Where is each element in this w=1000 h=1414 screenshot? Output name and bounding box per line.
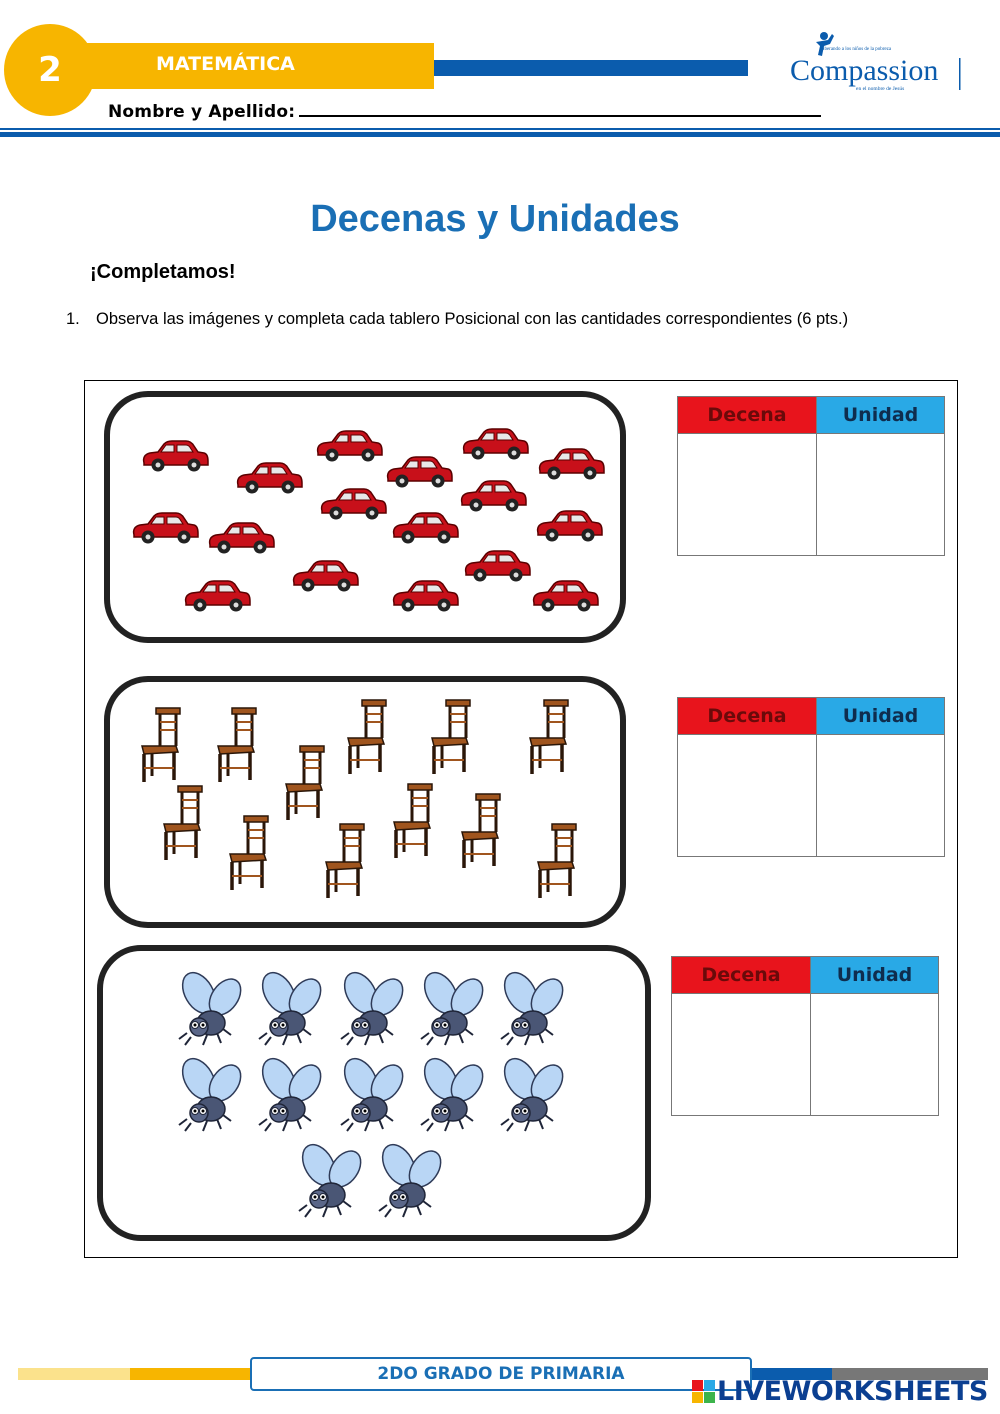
subject-label: MATEMÁTICA [156, 53, 295, 75]
watermark-text: LIVEWORKSHEETS [717, 1376, 988, 1407]
chair-icon [394, 784, 432, 858]
fly-icon [338, 967, 409, 1045]
place-value-table-2 [677, 697, 945, 857]
car-icon [322, 489, 386, 520]
chair-icon [218, 708, 256, 782]
car-icon [462, 481, 526, 512]
car-icon [394, 581, 458, 612]
fly-icon [176, 967, 247, 1045]
decena-header: Decena [678, 698, 817, 734]
car-icon [534, 581, 598, 612]
fly-icon [176, 1053, 247, 1131]
fly-icon [256, 1053, 327, 1131]
unidad-header: Unidad [817, 698, 944, 734]
fly-icon [376, 1139, 447, 1217]
footer-strip-yellow [130, 1368, 250, 1380]
car-icon [466, 551, 530, 582]
chair-icon [538, 824, 576, 898]
instruction-number: 1. [66, 310, 80, 328]
chair-icon [142, 708, 180, 782]
fly-icon [418, 1053, 489, 1131]
flies-group [103, 951, 645, 1235]
worksheet-subtitle: ¡Completamos! [90, 261, 236, 283]
picture-box-chairs [104, 676, 626, 928]
fly-icon [338, 1053, 409, 1131]
cars-group [110, 397, 620, 637]
car-icon [144, 441, 208, 472]
logo-tagline-1: Liberando a los niños de la pobreza [820, 47, 892, 52]
grade-number: 2 [38, 50, 62, 90]
fly-icon [498, 1053, 569, 1131]
car-icon [238, 463, 302, 494]
decena-answer-cell[interactable] [678, 433, 817, 555]
picture-box-cars [104, 391, 626, 643]
chairs-group [110, 682, 620, 922]
footer-grade-label: 2DO GRADO DE PRIMARIA [250, 1357, 752, 1391]
chair-icon [286, 746, 324, 820]
decena-header: Decena [678, 397, 817, 433]
worksheet-title: Decenas y Unidades [310, 198, 680, 240]
chair-icon [462, 794, 500, 868]
decena-header: Decena [672, 957, 811, 993]
header-blue-strip [434, 60, 748, 76]
fly-icon [256, 967, 327, 1045]
chair-icon [530, 700, 568, 774]
chair-icon [326, 824, 364, 898]
car-icon [394, 513, 458, 544]
chair-icon [230, 816, 268, 890]
car-icon [540, 449, 604, 480]
unidad-answer-cell[interactable] [817, 734, 944, 856]
car-icon [134, 513, 198, 544]
car-icon [538, 511, 602, 542]
chair-icon [432, 700, 470, 774]
car-icon [318, 431, 382, 462]
unidad-header: Unidad [817, 397, 944, 433]
fly-icon [498, 967, 569, 1045]
unidad-header: Unidad [811, 957, 938, 993]
compassion-logo [776, 28, 966, 98]
instruction-text: Observa las imágenes y completa cada tablero Posicional con las cantidades correspondientes (6 pts.) [96, 310, 849, 328]
name-field-row [108, 102, 821, 122]
picture-box-flies [97, 945, 651, 1241]
chair-icon [348, 700, 386, 774]
instruction [66, 310, 848, 329]
car-icon [464, 429, 528, 460]
subject-banner [60, 43, 434, 89]
liveworksheets-watermark[interactable] [692, 1376, 988, 1407]
place-value-table-1 [677, 396, 945, 556]
unidad-answer-cell[interactable] [817, 433, 944, 555]
fly-icon [418, 967, 489, 1045]
car-icon [294, 561, 358, 592]
logo-wordmark: Compassion [790, 54, 939, 87]
header-rule [0, 132, 1000, 137]
car-icon [186, 581, 250, 612]
liveworksheets-logo-icon [692, 1380, 715, 1403]
unidad-answer-cell[interactable] [811, 993, 938, 1115]
logo-figure-icon [816, 32, 834, 56]
decena-answer-cell[interactable] [678, 734, 817, 856]
logo-tagline-2: en el nombre de Jesús [856, 86, 905, 92]
footer-strip-light [18, 1368, 130, 1380]
car-icon [388, 457, 452, 488]
grade-badge [4, 24, 96, 116]
car-icon [210, 523, 274, 554]
name-blank-line[interactable] [299, 103, 821, 117]
chair-icon [164, 786, 202, 860]
decena-answer-cell[interactable] [672, 993, 811, 1115]
fly-icon [296, 1139, 367, 1217]
name-label: Nombre y Apellido: [108, 102, 296, 122]
place-value-table-3 [671, 956, 939, 1116]
header-rule-thin [0, 128, 1000, 130]
